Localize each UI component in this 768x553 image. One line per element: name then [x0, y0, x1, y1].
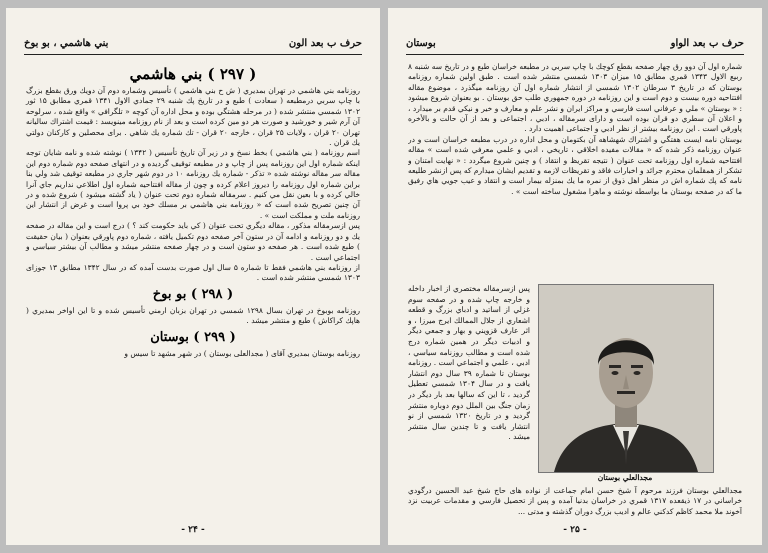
right-page-number: - ۲۵ - — [563, 525, 587, 535]
right-body-bottom — [408, 486, 742, 530]
paragraph: روزنامه بوستان بمديري آقای ( مجدالعلی بوستان ) در شهر مشهد تا سيس و — [124, 348, 360, 358]
paragraph: مجدالعلي بوستان فرزند مرحوم آ شيخ حسن امام جماعت از نواده هاى حاج شيخ عبد الحسين درگودي خراساني در ۱۷ ذيقعده ۱۳۱۷ قمري در خراسان بدنيا آمده و پس از تحصيل فارسي و مقدمات عربيت نزد آخوند ملا محمد كاظم كدكني عالم و اديب بزرگ دوران گذشته و مدتى ... — [408, 486, 742, 516]
left-running-header — [24, 34, 362, 52]
paragraph: اسم روزنامه ( بني هاشمي ) بخط نسخ و در زير آن تاريخ تأسيس ( ۱۳۴۲ ) نوشته شده و نامه شايان توجه اينكه شماره اول اين روزنامه پس از چاپ و در مطبعه توقيف گرديده و در انتهاى صفحه دوم شماره دوم اين مقاله سر مقاله نوشته شده « تذكر - شماره يك روزنامه ۱۰ در دوم شهر جاري در مطبعه توقيف شد ولي بنا براين شماره اول روزنامه را ديروز اعلام كرده و چون از مقاله افتتاحيه شماره اول اطلاعي نداريم جاي آنرا خالي كرده و با بعين نقل مي كنيم . سرمقاله شماره دوم تحت عنوان ( ياد گشته ميشود ) شروع شده و در آن چنين تصريح شده است كه « روزنامه بني هاشمي بر مسلك خود بي پروا است و غرض از انتشار اين روزنامه ملت و مملكت است » . — [26, 148, 361, 220]
right-header-left: بوستان — [406, 37, 436, 49]
paragraph: از روزنامه بني هاشمي فقط تا شماره ۵ سال اول صورت بدست آمده كه در سال ۱۳۴۲ مطابق ۱۳ جوزاى ۱۳۰۳ شمسي منتشر شده است . — [26, 262, 360, 283]
paragraph: بوستان نامه ايست هفتگي و اشتراك شهشاهه آن بكتومان و محل اداره در درب مطبعه خراسان است و در عنوان روزنامه ذكر شده كه « مقالات مفيده اخلاقي ، تاريخي ، ادبي و علمي معرفي شده است » مقاله افتتاحيه شماره اول روزنامه تحت عنوان ( نتيجه تقريظ و انتقاد ) و چنين شروع ميگردد : « نهايت امتنان و تشكر از همقلمان محترم جرائد و اخبارات فاقد و تقريظات لازمه و تقديم ايشان ميدارم كه پس ازنشر طليعه نامه كه پك شماره اش در منظر اهل ذوق از نمره ما يك بمنزله بيمار است و انتقاد و عيب جويي هاي رفيق ما كه در صفحه بوستان ما بواسطه نوشته و ماهرا مشغول ساخته است » . — [408, 134, 742, 196]
left-page — [6, 8, 380, 545]
paragraph: شماره اول آن دوو رق چهار صفحه بقطع كوچك با چاپ سربي در مطبعه خراسان طبع و در تاريخ سه شنبه ۸ ربيع الاول ۱۳۴۳ قمري مطابق ۱۵ ميزان ۱۳۰۳ شمسي منتشر شده است . طبق اولين شماره روزنامه بوستان كه در تاريخ ۳ سرطان ۱۳۰۲ شمسي از انتشار شماره اول آن روزنامه ميگذرد ، موضوع مقاله افتتاحيه دوره بيست و دوم است و اين روزنامه در دوره جمهوري طلب حق بوستان . بو بعنوان شروع ميشود : « بوستان » ملي و عرفاني است فارسي و مراكز ايران و نشر علم و معارف و خير و نيكي قدم بر ميدارد ، و اعلان آن سطري دو قران بوده است و داراى سرمقاله ، ادبي ، اجتماعى و بعد از آن حالت و بالأخره پاورقي است . اين روزنامه بيشتر از نظر ادبي و اجتماعى اهميت دارد . — [408, 62, 742, 134]
left-header-left: بني هاشمي ، بو بوخ — [24, 37, 109, 49]
section-title-bani-hashemi: ( ۲۹۷ ) بني هاشمي — [129, 65, 257, 83]
portrait-image — [539, 285, 713, 472]
left-body — [26, 62, 360, 359]
right-page — [388, 8, 762, 545]
right-header-right: حرف ب بعد الواو — [670, 37, 744, 49]
section-title-bubukh: ( ۲۹۸ ) بو بوخ — [152, 286, 234, 302]
paragraph: روزنامه بني هاشمي در تهران بمديري ( ش ح بني هاشمي ) تأسيس وشماره دوم آن دويك ورق بقطع بزرگ با چاپ سربي درمطبعه ( سعادت ) طبع و در تاريخ پك شنبه ۲۹ جمادي الاول ۱۳۴۱ قمري مطابق ۱۵ ثور ۱۳۰۲ شمسي منتشر شده ( در مرحله هشتگي بوده و محل اداره آن كوچه « تلگرافي » واقع شده ، سرلوحه آن آرم شير و خورشيد و صورت هر دو مين كرده است و بعد از نام روزنامه مينويسد : قيمت اشتراك ساليانه تهران ۲۰ قران ، ولايات ۲۵ قران ، خارجه ۲۰ قران - تك شماره يك شاهي . برای محصلين و كاركنان دولتي يك قران . — [26, 86, 360, 148]
left-header-right: حرف ب بعد الون — [288, 37, 362, 49]
left-page-number: - ۲۴ - — [181, 525, 205, 535]
portrait-photo — [538, 284, 714, 473]
text-beside-photo: پس ازسرمقاله مختصري از اخبار داخله و خارجه چاپ شده و در صفحه سوم غزلي از اساتيد و ادباي بزرگ و قطعه اشعاري از جلال الممالك ايرج ميرزا ، و اثر عارف قزويني و بهار و جمعي ديگر و ادبيات ديگر در همين شماره درج شده است و مطالب روزنامه سياسي ، ادبي ، علمي و اجتماعي است . روزنامه بوستان تا شماره ۳۹ سال دوم انتشار يافت و در سال ۱۳۰۴ شمسي تعطيل گرديد ، تا اين كه سالها بعد بار ديگر در زمان جنگ بين الملل دوم دوباره منتشر گرديد و در تاريخ ۱۳۲۰ شمسي از نو انتشار يافت و تا چندين سال منتشر ميشد . — [408, 284, 530, 442]
right-running-header — [406, 34, 744, 52]
photo-caption: مجدالعلي بوستان — [597, 473, 653, 482]
paragraph: روزنامه بوبوخ در تهران بسال ۱۲۹۸ شمسي در تهران بزبان ارمني تأسيس شده و تا اين اواخر بمديري ( هاپك كراكاش ) طبع و منتشر ميشد . — [26, 305, 360, 326]
right-header-rule — [406, 54, 744, 55]
right-body-top — [408, 62, 742, 274]
section-title-bustan: ( ۲۹۹ ) بوستان — [150, 329, 236, 345]
left-header-rule — [24, 54, 362, 55]
paragraph: پس ازسرمقاله مذكور ، مقاله ديگري تحت عنوان ( كي بايد حكومت كند ؟ ) درج است و اين مقاله در صفحه يك و دو روزنامه و ادامه آن در ستون آخر صفحه دوم تكميل يافته ، شماره دوم پاورقي بعنوان ( بيان حقيقت ) طبع شده است . هر صفحه دو ستون است و در چهار صفحه منتشر ميشد و مطالب آن بيشتر سياسي و اجتماعي است . — [26, 221, 360, 262]
